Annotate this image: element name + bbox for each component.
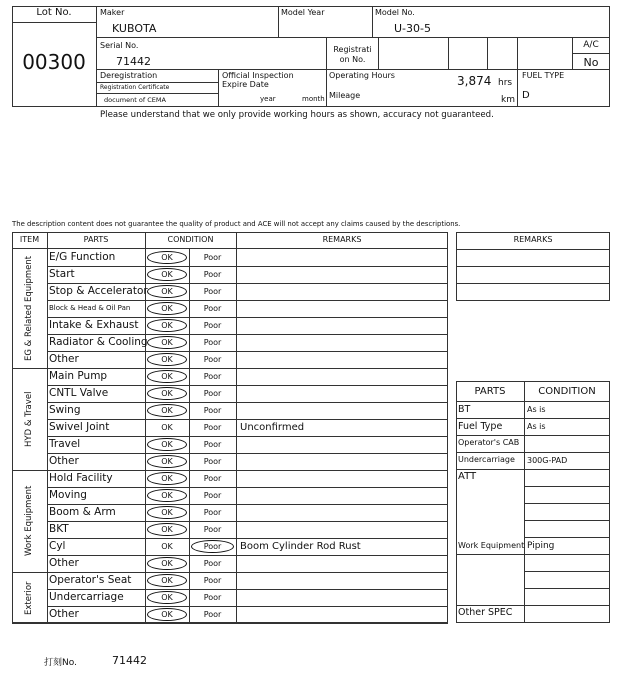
row-divider (47, 351, 448, 352)
row-divider (47, 504, 448, 505)
right-row-line (456, 605, 610, 606)
col-item-header: ITEM (19, 235, 40, 244)
operating-hours-label: Operating Hours (329, 71, 395, 80)
ok-option[interactable]: OK (161, 355, 173, 364)
deregistration-label: Deregistration (100, 71, 158, 80)
part-label: Swivel Joint (49, 421, 110, 433)
table-vline-2 (236, 232, 237, 623)
ok-option[interactable]: OK (161, 338, 173, 347)
poor-option[interactable]: Poor (203, 338, 222, 347)
inspection-label-1: Official Inspection (222, 71, 294, 80)
right-part-label: Operator's CAB (458, 438, 520, 447)
ok-selected-mark (147, 557, 187, 570)
right-line (456, 249, 610, 250)
right-parts-header: PARTS (474, 386, 506, 397)
ok-option[interactable]: OK (161, 253, 173, 262)
group-divider (12, 623, 448, 624)
group-divider (12, 470, 448, 471)
ok-selected-mark (147, 336, 187, 349)
poor-option[interactable]: Poor (203, 253, 222, 262)
part-label: Other (49, 608, 79, 620)
part-label: Swing (49, 404, 81, 416)
poor-option[interactable]: Poor (203, 559, 222, 568)
ok-selected-mark (147, 591, 187, 604)
ok-option[interactable]: OK (161, 372, 173, 381)
ok-option[interactable]: OK (161, 440, 173, 449)
row-divider (47, 300, 448, 301)
work-equipment-label: Work Equipment (458, 541, 525, 550)
group-divider (12, 572, 448, 573)
row-divider (47, 419, 448, 420)
poor-option[interactable]: Poor (203, 440, 222, 449)
part-label: Travel (49, 438, 81, 450)
group-label: HYD & Travel (24, 391, 34, 447)
header-box (12, 6, 610, 107)
registration-cert-label: Registration Certificate (100, 84, 170, 91)
part-label: BKT (49, 523, 69, 535)
maker-label: Maker (100, 8, 125, 17)
att-line (524, 537, 610, 538)
ok-option[interactable]: OK (161, 270, 173, 279)
ok-selected-mark (147, 387, 187, 400)
poor-option[interactable]: Poor (203, 508, 222, 517)
right-condition-value: As is (527, 405, 546, 414)
month-label: month (302, 95, 325, 103)
row-divider (47, 487, 448, 488)
ok-selected-mark (147, 285, 187, 298)
fuel-type-value: D (522, 90, 530, 101)
row-divider (47, 453, 448, 454)
ok-option[interactable]: OK (161, 576, 173, 585)
ok-option[interactable]: OK (161, 559, 173, 568)
ok-selected-mark (147, 472, 187, 485)
poor-option[interactable]: Poor (203, 474, 222, 483)
ok-selected-mark (147, 455, 187, 468)
row-divider (47, 266, 448, 267)
right-row-line (456, 469, 610, 470)
poor-option[interactable]: Poor (203, 542, 222, 551)
header-vline-5 (378, 37, 379, 69)
part-label: Radiator & Cooling (49, 336, 148, 348)
disclaimer: The description content does not guarantee the quality of product and ACE will not accept any claims caused by the descriptions. (12, 220, 461, 228)
col-remarks-header: REMARKS (322, 235, 362, 244)
ok-selected-mark (147, 404, 187, 417)
group-divider (12, 368, 448, 369)
header-vline-1 (278, 6, 279, 37)
row-divider (47, 538, 448, 539)
ok-selected-mark (147, 251, 187, 264)
serial-label: Serial No. (100, 41, 139, 50)
ok-option[interactable]: OK (161, 474, 173, 483)
ok-option[interactable]: OK (161, 457, 173, 466)
ok-option[interactable]: OK (161, 508, 173, 517)
part-label: Intake & Exhaust (49, 319, 139, 331)
right-part-label: Undercarriage (458, 455, 515, 464)
row-divider (47, 385, 448, 386)
poor-option[interactable]: Poor (203, 321, 222, 330)
poor-selected-mark (191, 540, 234, 553)
right-row-line (456, 452, 610, 453)
hours-unit: hrs (498, 78, 513, 88)
dereg-line-2 (96, 93, 218, 94)
remark-text: Boom Cylinder Rod Rust (240, 541, 361, 552)
poor-option[interactable]: Poor (203, 304, 222, 313)
right-row-line (456, 435, 610, 436)
ok-selected-mark (147, 574, 187, 587)
col-condition-header: CONDITION (167, 235, 214, 244)
ok-selected-mark (147, 302, 187, 315)
ok-option[interactable]: OK (161, 525, 173, 534)
right-blank-line (456, 283, 610, 284)
col-parts-header: PARTS (83, 235, 109, 244)
mileage-label: Mileage (329, 91, 361, 100)
header-line-2 (96, 69, 610, 70)
right-part-label: BT (458, 404, 471, 415)
right-gap (456, 300, 610, 382)
poor-option[interactable]: Poor (203, 576, 222, 585)
spec-line (524, 571, 610, 572)
part-label: Moving (49, 489, 87, 501)
ok-option[interactable]: OK (161, 389, 173, 398)
part-label: Undercarriage (49, 591, 124, 603)
poor-option[interactable]: Poor (203, 525, 222, 534)
work-equipment-value: Piping (527, 541, 555, 551)
fuel-type-label: FUEL TYPE (522, 71, 565, 80)
row-divider (47, 317, 448, 318)
other-spec-label: Other SPEC (458, 607, 513, 618)
row-divider (47, 436, 448, 437)
group-label: Exterior (24, 580, 34, 615)
registration-label-1: Registrati (333, 45, 372, 54)
ok-option[interactable]: OK (161, 491, 173, 500)
att-line (524, 486, 610, 487)
right-remarks-header: REMARKS (513, 235, 553, 244)
stamp-value: 71442 (112, 654, 147, 667)
right-row-line (456, 418, 610, 419)
att-line (524, 503, 610, 504)
part-label: Block & Head & Oil Pan (49, 304, 131, 312)
poor-option[interactable]: Poor (203, 423, 222, 432)
stamp-label: 打刻No. (44, 658, 77, 668)
row-divider (47, 283, 448, 284)
mileage-unit: km (501, 95, 515, 105)
serial-value: 71442 (116, 55, 151, 68)
right-row-line (456, 401, 610, 402)
ok-option[interactable]: OK (161, 287, 173, 296)
right-blank-line (456, 266, 610, 267)
row-divider (47, 555, 448, 556)
part-label: Other (49, 353, 79, 365)
ok-selected-mark (147, 523, 187, 536)
cema-label: document of CEMA (104, 96, 166, 104)
ok-option[interactable]: OK (161, 542, 173, 551)
poor-option[interactable]: Poor (203, 372, 222, 381)
remark-text: Unconfirmed (240, 422, 305, 433)
ok-option[interactable]: OK (161, 321, 173, 330)
row-divider (47, 521, 448, 522)
group-label: EG & Related Equipment (24, 255, 34, 361)
row-divider (47, 334, 448, 335)
poor-option[interactable]: Poor (203, 406, 222, 415)
operating-hours-value: 3,874 (457, 74, 492, 88)
group-label: Work Equipment (24, 485, 34, 556)
header-line-1 (96, 37, 610, 38)
right-condition-header: CONDITION (538, 386, 596, 397)
part-label: Stop & Accelerator (49, 285, 148, 297)
right-condition-value: As is (527, 422, 546, 431)
ac-label: A/C (583, 40, 599, 50)
header-vline-4 (218, 69, 219, 107)
ac-value: No (583, 56, 599, 69)
poor-option[interactable]: Poor (203, 491, 222, 500)
right-part-label: Fuel Type (458, 421, 503, 432)
spec-line (524, 588, 610, 589)
ok-option[interactable]: OK (161, 304, 173, 313)
part-label: Cyl (49, 540, 66, 552)
part-label: Start (49, 268, 75, 280)
header-vline-8 (517, 37, 518, 107)
row-divider (47, 402, 448, 403)
ok-selected-mark (147, 268, 187, 281)
poor-option[interactable]: Poor (203, 287, 222, 296)
ok-selected-mark (147, 319, 187, 332)
ok-selected-mark (147, 506, 187, 519)
ok-option[interactable]: OK (161, 593, 173, 602)
right-condition-value: 300G-PAD (527, 456, 568, 465)
hours-notice: Please understand that we only provide working hours as shown, accuracy not guaranteed. (100, 110, 494, 120)
ok-selected-mark (147, 489, 187, 502)
inspection-label-2: Expire Date (222, 80, 269, 89)
part-label: Main Pump (49, 370, 108, 382)
model-no-label: Model No. (375, 8, 415, 17)
part-label: Other (49, 557, 79, 569)
part-label: Boom & Arm (49, 506, 116, 518)
part-label: E/G Function (49, 251, 116, 263)
lot-number: 00300 (22, 50, 86, 74)
header-vline-6 (448, 37, 449, 69)
ok-selected-mark (147, 353, 187, 366)
ok-option[interactable]: OK (161, 406, 173, 415)
part-label: Hold Facility (49, 472, 113, 484)
right-row-line (456, 554, 610, 555)
maker-value: KUBOTA (112, 22, 157, 35)
lot-label: Lot No. (36, 7, 72, 18)
dereg-line-1 (96, 82, 218, 83)
att-line (524, 520, 610, 521)
registration-label-2: on No. (339, 55, 366, 64)
ok-selected-mark (147, 370, 187, 383)
att-label: ATT (458, 471, 477, 482)
header-vline-7 (487, 37, 488, 69)
model-no-value: U-30-5 (394, 22, 431, 35)
table-vline-0 (47, 232, 48, 623)
model-year-label: Model Year (281, 8, 325, 17)
poor-option[interactable]: Poor (203, 593, 222, 602)
poor-option[interactable]: Poor (203, 389, 222, 398)
part-label: Operator's Seat (49, 574, 132, 586)
ok-option[interactable]: OK (161, 423, 173, 432)
header-line-3 (572, 53, 610, 54)
ok-selected-mark (147, 438, 187, 451)
part-label: Other (49, 455, 79, 467)
ok-option[interactable]: OK (161, 610, 173, 619)
row-divider (47, 589, 448, 590)
part-label: CNTL Valve (49, 387, 109, 399)
poor-option[interactable]: Poor (203, 355, 222, 364)
poor-option[interactable]: Poor (203, 457, 222, 466)
ok-selected-mark (147, 608, 187, 621)
poor-option[interactable]: Poor (203, 610, 222, 619)
poor-option[interactable]: Poor (203, 270, 222, 279)
header-vline-2 (372, 6, 373, 37)
year-label: year (260, 95, 276, 103)
row-divider (47, 606, 448, 607)
